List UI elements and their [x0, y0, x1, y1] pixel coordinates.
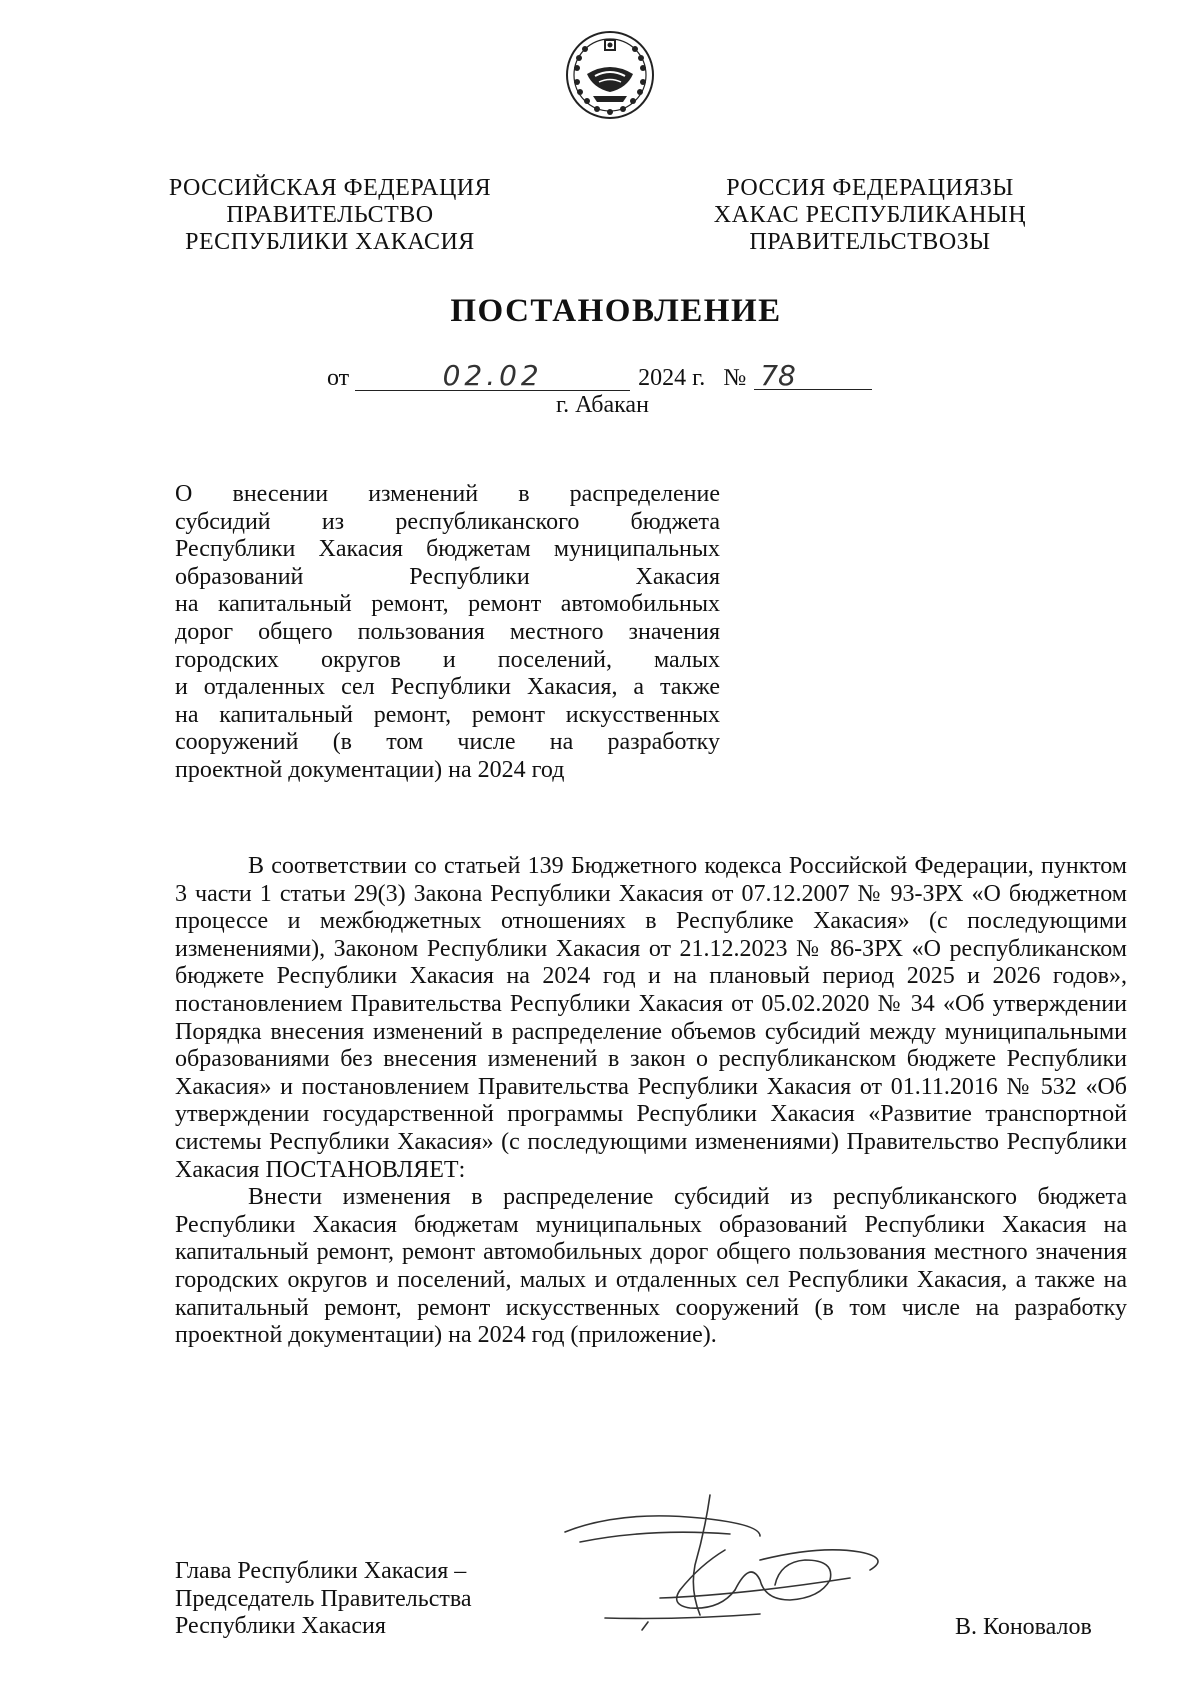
- subject-line: на капитальный ремонт, ремонт автомобильных: [175, 591, 720, 618]
- handwritten-signature-icon: [560, 1490, 920, 1640]
- position-line: Глава Республики Хакасия –: [175, 1558, 467, 1584]
- subject-line: субсидий из республиканского бюджета: [175, 508, 720, 535]
- handwritten-date: 02.02: [355, 362, 630, 391]
- subject-line: на капитальный ремонт, ремонт искусственных: [175, 701, 720, 728]
- subject-line: образований Республики Хакасия: [175, 563, 720, 590]
- subject-line: и отдаленных сел Республики Хакасия, а также: [175, 674, 720, 701]
- header-left-line: РЕСПУБЛИКИ ХАКАСИЯ: [185, 229, 475, 255]
- position-line: Председатель Правительства: [175, 1585, 472, 1612]
- header-left-line: ПРАВИТЕЛЬСТВО: [226, 202, 434, 228]
- header-right-line: ХАКАС РЕСПУБЛИКАНЫҢ: [713, 202, 1027, 228]
- signatory-name: В. Коновалов: [955, 1614, 1092, 1640]
- document-body: [175, 853, 1127, 1350]
- subject-line: сооружений (в том числе на разработку: [175, 729, 720, 756]
- city: г. Абакан: [556, 392, 649, 418]
- header-left: [160, 175, 500, 256]
- document-title: ПОСТАНОВЛЕНИЕ: [450, 293, 782, 329]
- year-label: 2024 г.: [638, 365, 706, 391]
- subject-line: дорог общего пользования местного значения: [175, 618, 720, 645]
- handwritten-number: 78: [754, 362, 872, 390]
- subject-line: О внесении изменений в распределение: [175, 481, 720, 507]
- subject-line: проектной документации) на 2024 год: [175, 756, 565, 783]
- header-left-line: РОССИЙСКАЯ ФЕДЕРАЦИЯ: [168, 175, 492, 201]
- header-right-line: РОССИЯ ФЕДЕРАЦИЯЗЫ: [726, 175, 1014, 201]
- from-label: от: [327, 365, 350, 391]
- body-paragraph: Внести изменения в распределение субсидий из республиканского бюджета Республики Хакасия бюджетам муниципальных образований Республики Хакасия на капитальный ремонт, ремонт автомобильных дорог общего пользования местного значения городских округов и поселений, малых и отдаленных сел Республики Хакасия, а также на капитальный ремонт, ремонт искусственных сооружений (в том числе на разработку проектной документации) на 2024 год (приложение).: [175, 1184, 1127, 1349]
- body-paragraph: В соответствии со статьей 139 Бюджетного кодекса Российской Федерации, пунктом 3 части 1 статьи 29(3) Закона Республики Хакасия от 07.12.2007 № 93-ЗРХ «О бюджетном процессе и межбюджетных отношениях в Республике Хакасия» (с последующими изменениями), Законом Республики Хакасия от 21.12.2023 № 86-ЗРХ «О республиканском бюджете Республики Хакасия на 2024 год и на плановый период 2025 и 2026 годов», постановлением Правительства Республики Хакасия от 05.02.2020 № 34 «Об утверждении Порядка внесения изменений в распределение объемов субсидий между муниципальными образованиями без внесения изменений в закон о республиканском бюджете Республики Хакасия» и постановлением Правительства Республики Хакасия от 01.11.2016 № 532 «Об утверждении государственной программы Республики Хакасия «Развитие транспортной системы Республики Хакасия» (с последующими изменениями) Правительство Республики Хакасия ПОСТАНОВЛЯЕТ:: [175, 853, 1127, 1183]
- subject-line: Республики Хакасия бюджетам муниципальных: [175, 536, 720, 563]
- position-line: Республики Хакасия: [175, 1613, 386, 1640]
- coat-of-arms-icon: [565, 30, 655, 120]
- date-number-line: [327, 359, 872, 392]
- signatory-position: [175, 1558, 472, 1641]
- number-label: №: [723, 365, 747, 391]
- subject-line: городских округов и поселений, малых: [175, 646, 720, 673]
- header-right-line: ПРАВИТЕЛЬСТВОЗЫ: [749, 229, 991, 255]
- subject-block: [175, 481, 720, 785]
- header-right: [700, 175, 1040, 256]
